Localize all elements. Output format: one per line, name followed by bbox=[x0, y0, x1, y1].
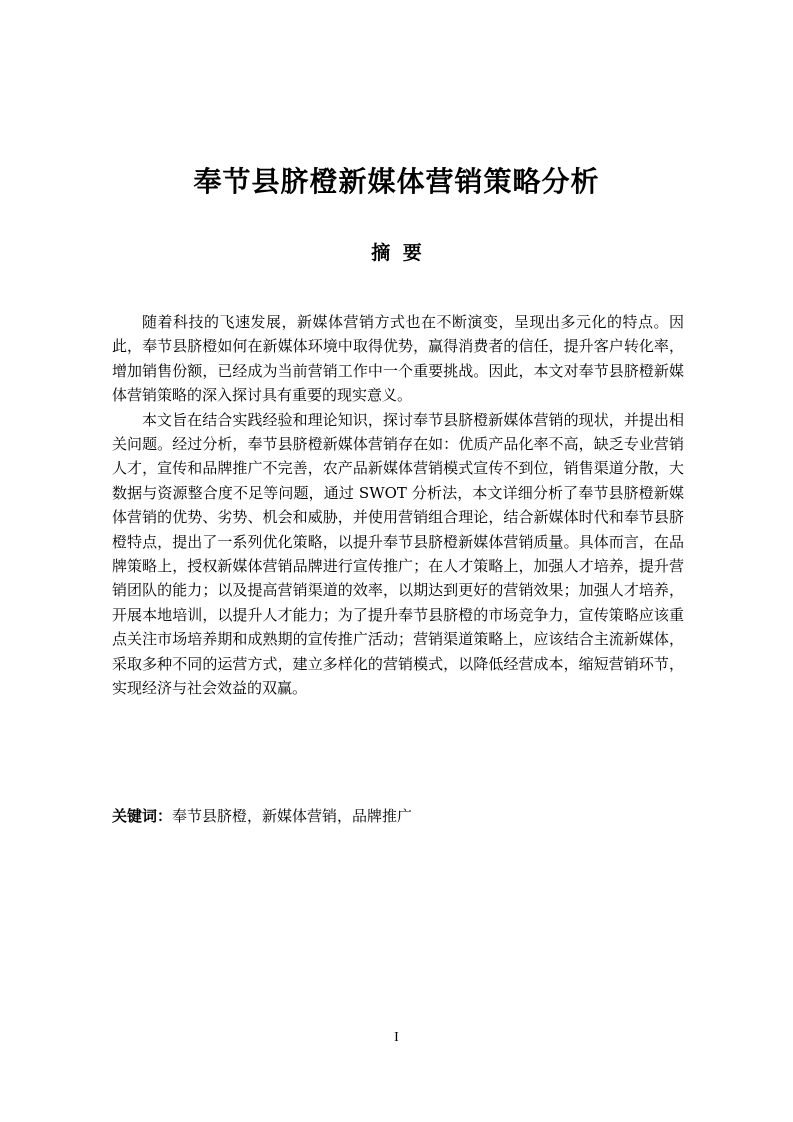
abstract-body bbox=[112, 310, 684, 701]
abstract-paragraph-2: 本文旨在结合实践经验和理论知识，探讨奉节县脐橙新媒体营销的现状，并提出相关问题。经过分析，奉节县脐橙新媒体营销存在如：优质产品化率不高，缺乏专业营销人才，宣传和品牌推广不完善，农产品新媒体营销模式宣传不到位，销售渠道分散，大数据与资源整合度不足等问题，通过 SWOT 分析法，本文详细分析了奉节县脐橙新媒体营销的优势、劣势、机会和威胁，并使用营销组合理论，结合新媒体时代和奉节县脐橙特点，提出了一系列优化策略，以提升奉节县脐橙新媒体营销质量。具体而言，在品牌策略上，授权新媒体营销品牌进行宣传推广；在人才策略上，加强人才培养，提升营销团队的能力；以及提高营销渠道的效率，以期达到更好的营销效果；加强人才培养，开展本地培训，以提升人才能力；为了提升奉节县脐橙的市场竞争力，宣传策略应该重点关注市场培养期和成熟期的宣传推广活动；营销渠道策略上，应该结合主流新媒体，采取多种不同的运营方式，建立多样化的营销模式，以降低经营成本，缩短营销环节，实现经济与社会效益的双赢。 bbox=[112, 410, 684, 698]
page-number: I bbox=[394, 1030, 399, 1045]
abstract-paragraph-1: 随着科技的飞速发展，新媒体营销方式也在不断演变，呈现出多元化的特点。因此，奉节县脐橙如何在新媒体环境中取得优势，赢得消费者的信任，提升客户转化率，增加销售份额，已经成为当前营销工作中一个重要挑战。因此，本文对奉节县脐橙新媒体营销策略的深入探讨具有重要的现实意义。 bbox=[112, 313, 684, 405]
keywords-label: 关键词： bbox=[112, 807, 173, 825]
abstract-heading: 摘 要 bbox=[371, 242, 422, 264]
keywords-line bbox=[112, 804, 684, 828]
keywords-value: 奉节县脐橙，新媒体营销，品牌推广 bbox=[172, 807, 413, 825]
document-title: 奉节县脐橙新媒体营销策略分析 bbox=[193, 165, 600, 198]
